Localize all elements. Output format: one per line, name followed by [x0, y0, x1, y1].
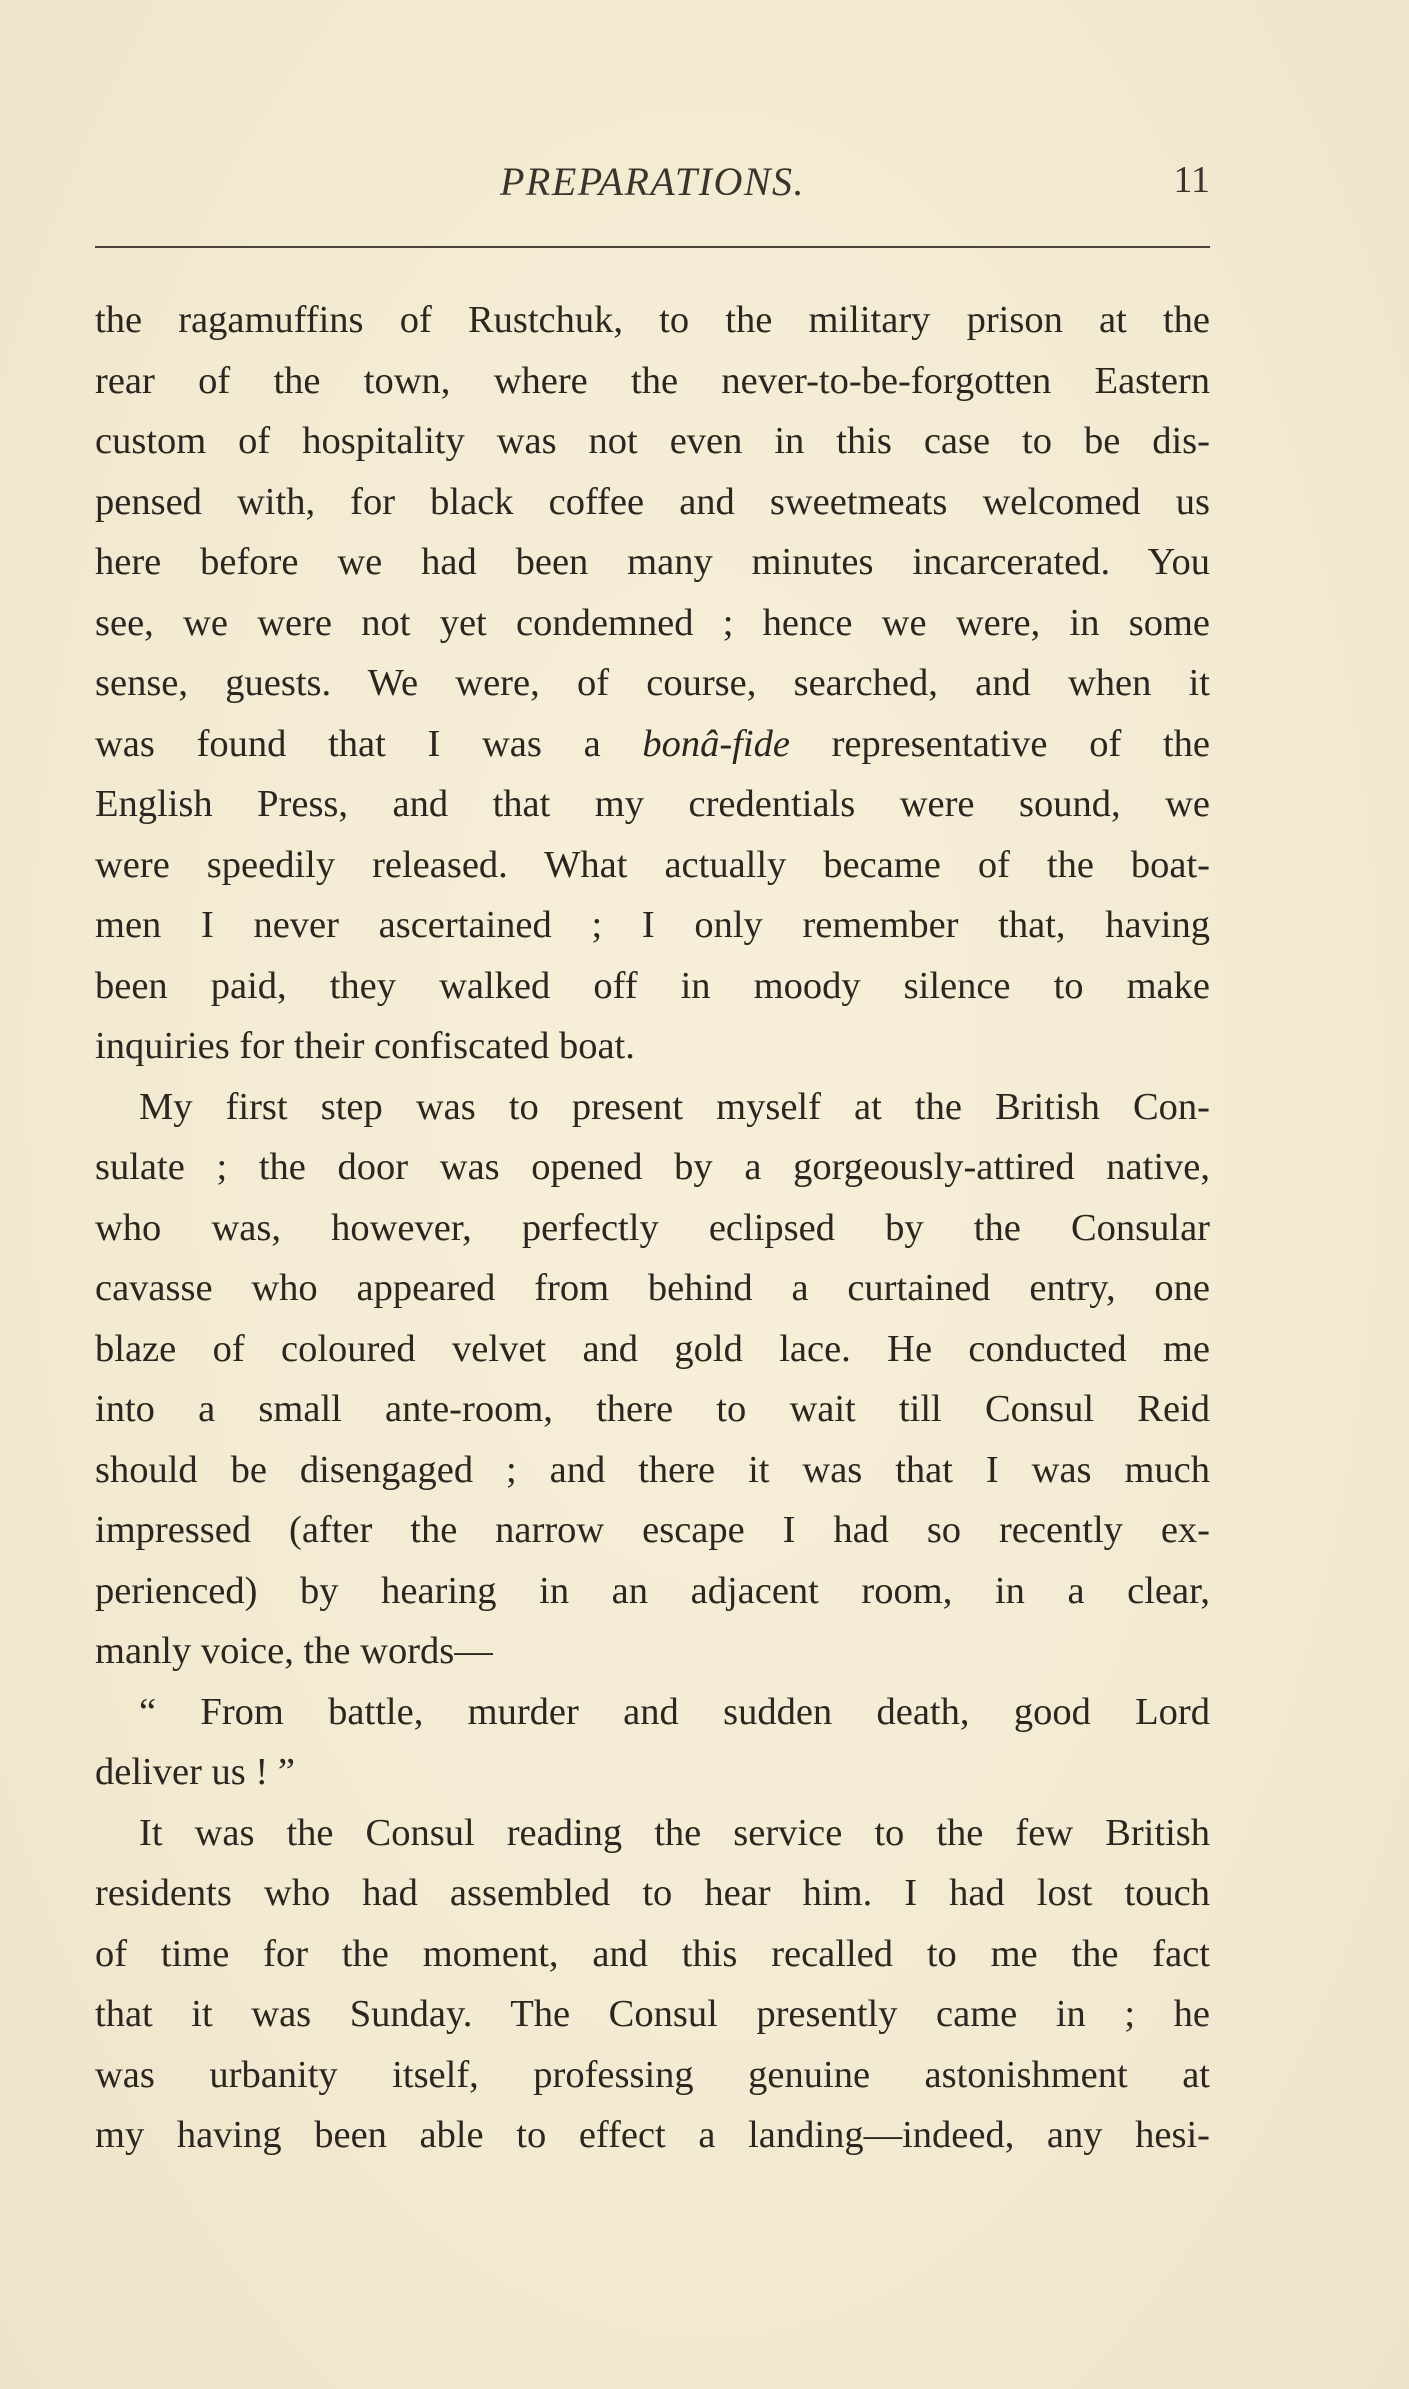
- text-line: [95, 714, 1210, 775]
- text-line: that it was Sunday. The Consul presently came in ; he: [95, 1993, 1210, 2035]
- text-line: were speedily released. What actually became of the boat-: [95, 843, 1210, 886]
- text-line: perienced) by hearing in an adjacent room, in a clear,: [95, 1569, 1210, 1612]
- text-line: It was the Consul reading the service to the few British: [139, 1811, 1210, 1854]
- text-line: manly voice, the words—: [95, 1630, 493, 1672]
- text-line: rear of the town, where the never-to-be-forgotten Eastern: [95, 359, 1210, 402]
- text-line: sulate ; the door was opened by a gorgeously-attired native,: [95, 1146, 1210, 1188]
- italic-phrase: bonâ-fide: [642, 722, 790, 765]
- page-header: [95, 150, 1210, 210]
- header-rule: [95, 246, 1210, 248]
- text-line: pensed with, for black coffee and sweetmeats welcomed us: [95, 480, 1210, 523]
- text-line: of time for the moment, and this recalled to me the fact: [95, 1932, 1210, 1975]
- text-line: men I never ascertained ; I only remember that, having: [95, 904, 1210, 946]
- text-line: into a small ante-room, there to wait till Consul Reid: [95, 1388, 1210, 1430]
- text-line: who was, however, perfectly eclipsed by the Consular: [95, 1206, 1210, 1249]
- text-segment: was found that I was a: [95, 722, 643, 765]
- text-line: English Press, and that my credentials were sound, we: [95, 783, 1210, 825]
- running-title: PREPARATIONS.: [499, 159, 806, 204]
- text-segment: representative of the: [789, 722, 1210, 765]
- text-line: been paid, they walked off in moody silence to make: [95, 964, 1210, 1007]
- text-line: cavasse who appeared from behind a curtained entry, one: [95, 1267, 1210, 1309]
- body-text: [95, 290, 1210, 2166]
- text-line: My first step was to present myself at the British Con-: [139, 1085, 1210, 1128]
- text-line: see, we were not yet condemned ; hence we were, in some: [95, 601, 1210, 644]
- text-line: inquiries for their confiscated boat.: [95, 1025, 635, 1067]
- text-line: impressed (after the narrow escape I had so recently ex-: [95, 1509, 1210, 1551]
- text-line: sense, guests. We were, of course, searched, and when it: [95, 662, 1210, 704]
- text-line: residents who had assembled to hear him. I had lost touch: [95, 1872, 1210, 1914]
- text-line: blaze of coloured velvet and gold lace. He conducted me: [95, 1327, 1210, 1370]
- text-line: “ From battle, murder and sudden death, good Lord: [139, 1690, 1210, 1733]
- text-line: my having been able to effect a landing—indeed, any hesi-: [95, 2114, 1210, 2156]
- page-number: 11: [1173, 159, 1210, 201]
- text-line: deliver us ! ”: [95, 1751, 295, 1793]
- text-line: was urbanity itself, professing genuine astonishment at: [95, 2053, 1210, 2096]
- text-line: should be disengaged ; and there it was that I was much: [95, 1448, 1210, 1491]
- text-line: here before we had been many minutes incarcerated. You: [95, 541, 1210, 583]
- text-line: the ragamuffins of Rustchuk, to the military prison at the: [95, 299, 1210, 341]
- text-line: custom of hospitality was not even in this case to be dis-: [95, 420, 1210, 462]
